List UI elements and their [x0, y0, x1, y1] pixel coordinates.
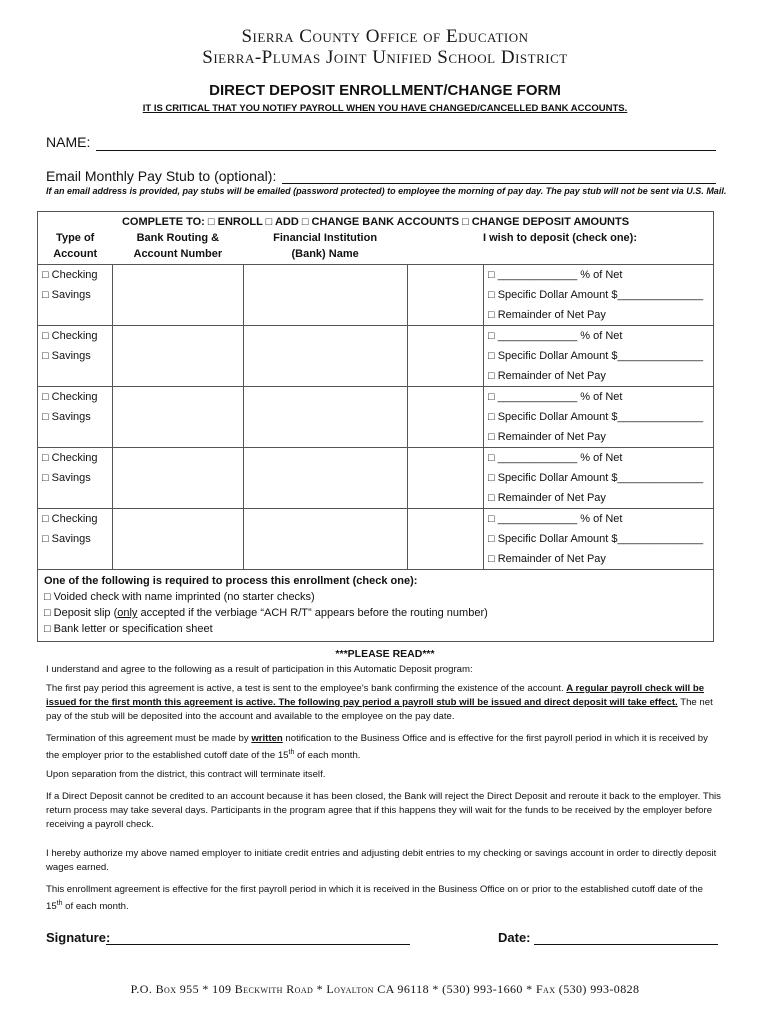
type-option-checking[interactable]: □ Checking [38, 448, 112, 468]
account-row [38, 265, 714, 326]
type-option-savings[interactable]: □ Savings [38, 407, 112, 427]
deposit-option[interactable]: □ _____________ % of Net [484, 448, 713, 468]
email-field[interactable] [282, 183, 716, 184]
name-label: NAME: [46, 134, 91, 150]
account-row [38, 448, 714, 509]
header-line-2: Sierra-Plumas Joint Unified School District [202, 47, 568, 68]
terms-paragraph-1: The first pay period this agreement is active, a test is sent to the employee’s bank confirming the existence of the account. A regular payroll check will be issued for the first month this agreement is active. The following pay period a payroll stub will be issued and direct deposit will take effect. The net pay of the stub will be deposited into the account and available to the employee on the pay date. [46, 683, 713, 722]
type-option-savings[interactable]: □ Savings [38, 529, 112, 549]
deposit-option[interactable]: □ _____________ % of Net [484, 326, 713, 346]
deposit-options-cell [484, 448, 714, 509]
col-type-header: Type of Account [53, 232, 98, 260]
bank-name-field[interactable] [243, 387, 407, 448]
name-field[interactable] [96, 150, 716, 151]
signature-field[interactable] [106, 944, 410, 945]
type-option-savings[interactable]: □ Savings [38, 346, 112, 366]
type-option-checking[interactable]: □ Checking [38, 387, 112, 407]
type-option-checking[interactable]: □ Checking [38, 265, 112, 285]
type-option-savings[interactable]: □ Savings [38, 285, 112, 305]
type-option-savings[interactable]: □ Savings [38, 468, 112, 488]
required-option-deposit-slip[interactable]: □ Deposit slip (only accepted if the verbiage “ACH R/T” appears before the routing number) [44, 605, 707, 621]
footer-address: P.O. Box 955 * 109 Beckwith Road * Loyalton CA 96118 * (530) 993-1660 * Fax (530) 993-0828 [130, 982, 640, 996]
deposit-option[interactable]: □ Specific Dollar Amount $______________ [484, 407, 713, 427]
terms-paragraph-6: This enrollment agreement is effective for the first payroll period in which it is received in the Business Office on or prior to the established cutoff date of the 15th of each month. [46, 884, 703, 913]
deposit-option[interactable]: □ Specific Dollar Amount $______________ [484, 468, 713, 488]
deposit-table [37, 211, 714, 642]
deposit-option[interactable]: □ Remainder of Net Pay [484, 427, 713, 447]
deposit-option[interactable]: □ Remainder of Net Pay [484, 305, 713, 325]
deposit-option[interactable]: □ Remainder of Net Pay [484, 488, 713, 508]
signature-label: Signature: [46, 930, 111, 945]
bank-name-field[interactable] [243, 509, 407, 570]
col-routing-header: Bank Routing & Account Number [133, 232, 223, 260]
terms-paragraph-3: Upon separation from the district, this contract will terminate itself. [46, 769, 326, 780]
deposit-options-cell [484, 509, 714, 570]
routing-field[interactable] [112, 387, 243, 448]
spacer-cell [407, 326, 484, 387]
col-bank-header: Financial Institution (Bank) Name [273, 232, 378, 260]
deposit-option[interactable]: □ Remainder of Net Pay [484, 366, 713, 386]
requirements-row [38, 570, 714, 642]
type-option-checking[interactable]: □ Checking [38, 326, 112, 346]
account-row [38, 326, 714, 387]
spacer-cell [407, 509, 484, 570]
complete-to-options[interactable]: COMPLETE TO: □ ENROLL □ ADD □ CHANGE BANK ACCOUNTS □ CHANGE DEPOSIT AMOUNTS [121, 216, 630, 228]
complete-to-row [38, 212, 714, 229]
terms-paragraph-5: I hereby authorize my above named employer to initiate credit entries and adjusting debit entries to my checking or savings account in order to directly deposit wages earned. [46, 848, 717, 873]
spacer-cell [407, 448, 484, 509]
routing-field[interactable] [112, 265, 243, 326]
bank-name-field[interactable] [243, 265, 407, 326]
type-option-checking[interactable]: □ Checking [38, 509, 112, 529]
header-line-1: Sierra County Office of Education [241, 26, 529, 47]
col-deposit-header: I wish to deposit (check one): [482, 232, 638, 244]
spacer-cell [407, 265, 484, 326]
terms-paragraph-4: If a Direct Deposit cannot be credited to an account because it has been closed, the Bank will reject the Direct Deposit and reroute it back to the employer. This return process may take several days. Participants in the program agree that if this happens they will wait for the funds to be received by the employer before receiving a payroll check. [46, 791, 721, 830]
warning-text: IT IS CRITICAL THAT YOU NOTIFY PAYROLL WHEN YOU HAVE CHANGED/CANCELLED BANK ACCOUNTS. [142, 103, 628, 114]
email-note: If an email address is provided, pay stubs will be emailed (password protected) to employee the morning of pay day. The pay stub will not be sent via U.S. Mail. [46, 186, 727, 196]
routing-field[interactable] [112, 509, 243, 570]
account-row [38, 387, 714, 448]
date-field[interactable] [534, 944, 718, 945]
deposit-option[interactable]: □ _____________ % of Net [484, 509, 713, 529]
routing-field[interactable] [112, 326, 243, 387]
deposit-option[interactable]: □ Specific Dollar Amount $______________ [484, 529, 713, 549]
spacer-cell [407, 387, 484, 448]
deposit-options-cell [484, 265, 714, 326]
table-header-row [38, 228, 714, 265]
required-option-bank-letter[interactable]: □ Bank letter or specification sheet [44, 621, 707, 637]
required-option-voided-check[interactable]: □ Voided check with name imprinted (no starter checks) [44, 589, 707, 605]
form-title: DIRECT DEPOSIT ENROLLMENT/CHANGE FORM [209, 82, 561, 99]
bank-name-field[interactable] [243, 448, 407, 509]
date-label: Date: [498, 930, 531, 945]
deposit-option[interactable]: □ Specific Dollar Amount $______________ [484, 346, 713, 366]
deposit-option[interactable]: □ _____________ % of Net [484, 265, 713, 285]
bank-name-field[interactable] [243, 326, 407, 387]
terms-paragraph-2: Termination of this agreement must be made by written notification to the Business Office and is effective for the first payroll period in which it is received by the employer prior to the established cutoff date of the 15th of each month. [46, 733, 708, 762]
deposit-option[interactable]: □ Specific Dollar Amount $______________ [484, 285, 713, 305]
terms-intro: I understand and agree to the following as a result of participation in this Automatic Deposit program: [46, 664, 473, 675]
required-heading: One of the following is required to process this enrollment (check one): [44, 575, 418, 587]
routing-field[interactable] [112, 448, 243, 509]
deposit-option[interactable]: □ Remainder of Net Pay [484, 549, 713, 569]
email-label: Email Monthly Pay Stub to (optional): [46, 168, 277, 184]
deposit-options-cell [484, 326, 714, 387]
please-read-heading: ***PLEASE READ*** [335, 648, 435, 660]
account-row [38, 509, 714, 570]
deposit-options-cell [484, 387, 714, 448]
deposit-option[interactable]: □ _____________ % of Net [484, 387, 713, 407]
